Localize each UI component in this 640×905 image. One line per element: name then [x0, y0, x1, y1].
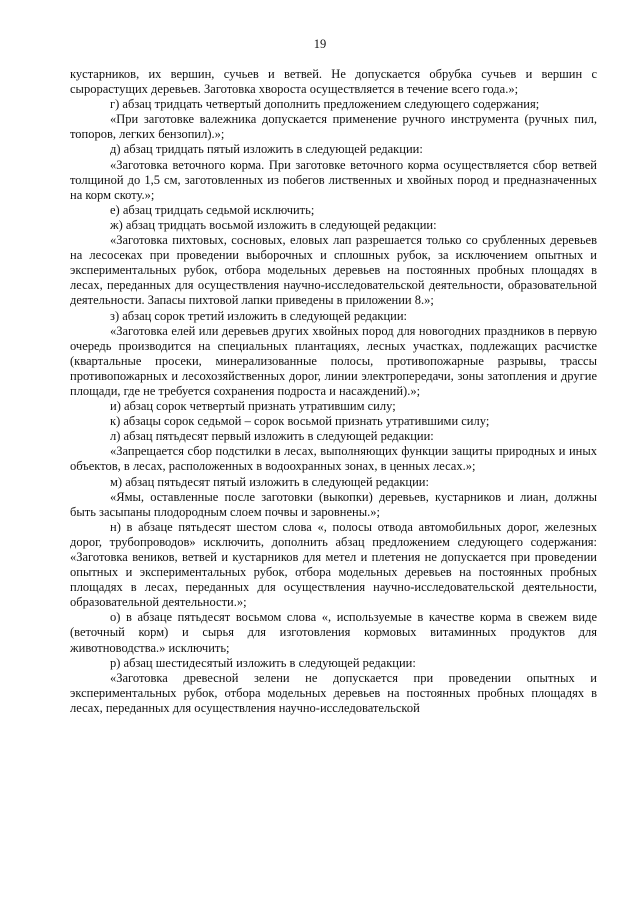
- paragraph-continuation: кустарников, их вершин, сучьев и ветвей. Не допускается обрубка сучьев и вершин с сырорастущих деревьев. Заготовка хвороста осуществляется в течение всего года.»;: [70, 67, 597, 97]
- paragraph-quote: «Запрещается сбор подстилки в лесах, выполняющих функции защиты природных и иных объектов, в лесах, расположенных в водоохранных зонах, в ценных лесах.»;: [70, 444, 597, 474]
- document-body: [70, 67, 597, 716]
- paragraph-item-i: и) абзац сорок четвертый признать утратившим силу;: [110, 399, 396, 414]
- paragraph-item-l: л) абзац пятьдесят первый изложить в следующей редакции:: [110, 429, 434, 444]
- paragraph-item-r: р) абзац шестидесятый изложить в следующей редакции:: [110, 655, 416, 670]
- page-number: 19: [313, 37, 327, 51]
- paragraph-quote: «Ямы, оставленные после заготовки (выкопки) деревьев, кустарников и лиан, должны быть засыпаны плодородным слоем почвы и заровнены.»;: [70, 489, 597, 519]
- paragraph-quote: «Заготовка веточного корма. При заготовке веточного корма осуществляется сбор ветвей толщиной до 1,5 см, заготовленных из побегов лиственных и хвойных пород и предназначенных на корм скоту.»;: [70, 157, 597, 202]
- paragraph-item-o: о) в абзаце пятьдесят восьмом слова «, используемые в качестве корма в свежем виде (веточный корм) и сырья для изготовления кормовых витаминных продуктов для животноводства.» исключить;: [70, 610, 597, 655]
- paragraph-item-zh: ж) абзац тридцать восьмой изложить в следующей редакции:: [110, 217, 437, 232]
- paragraph-quote: «Заготовка елей или деревьев других хвойных пород для новогодних праздников в первую очередь производится на специальных плантациях, лесных участках, подлежащих расчистке (квартальные просеки, минерализованные полосы, противопожарные разрывы, трассы противопожарных и лесохозяйственных дорог, линии электропередачи, зоны затопления и другие площади, где не требуется сохранения подроста и насаждений).»;: [70, 323, 597, 398]
- paragraph-item-m: м) абзац пятьдесят пятый изложить в следующей редакции:: [110, 474, 429, 489]
- paragraph-item-e: е) абзац тридцать седьмой исключить;: [110, 202, 315, 217]
- paragraph-item-n: н) в абзаце пятьдесят шестом слова «, полосы отвода автомобильных дорог, железных дорог, трубопроводов» исключить, дополнить абзац предложением следующего содержания: «Заготовка веников, ветвей и кустарников для метел и плетения не допускается при проведении опытных и экспериментальных рубок, отбора модельных деревьев на постоянных пробных площадях в лесах, переданных для осуществления научно-исследовательской деятельности, образовательной деятельности.»;: [70, 519, 597, 610]
- paragraph-quote: «Заготовка пихтовых, сосновых, еловых лап разрешается только со срубленных деревьев на лесосеках при проведении выборочных и сплошных рубок, за исключением опытных и экспериментальных рубок, отбора модельных деревьев на постоянных пробных площадях в лесах, переданных для осуществления научно-исследовательской деятельности, образовательной деятельности. Запасы пихтовой лапки приведены в приложении 8.»;: [70, 233, 597, 308]
- paragraph-quote: «При заготовке валежника допускается применение ручного инструмента (ручных пил, топоров, легких бензопил).»;: [70, 112, 597, 142]
- paragraph-item-z: з) абзац сорок третий изложить в следующей редакции:: [110, 308, 408, 323]
- paragraph-item-g: г) абзац тридцать четвертый дополнить предложением следующего содержания;: [110, 97, 540, 112]
- paragraph-quote: «Заготовка древесной зелени не допускается при проведении опытных и экспериментальных рубок, отбора модельных деревьев на постоянных пробных площадях в лесах, переданных для осуществления научно-исследовательской: [70, 670, 597, 715]
- paragraph-item-d: д) абзац тридцать пятый изложить в следующей редакции:: [110, 142, 423, 157]
- paragraph-item-k: к) абзацы сорок седьмой – сорок восьмой признать утратившими силу;: [110, 414, 490, 429]
